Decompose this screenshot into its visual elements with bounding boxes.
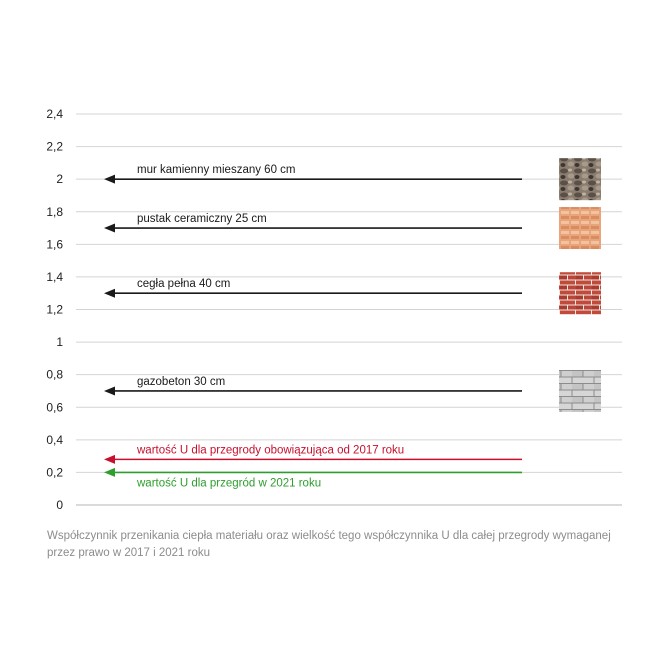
y-tick-label: 0,2 [46,465,63,480]
series-arrow [104,468,522,490]
series-label: wartość U dla przegrody obowiązująca od 2017 roku [137,444,405,457]
ceramic-texture-image [559,207,601,249]
y-tick-label: 0,4 [46,432,63,447]
series-label: wartość U dla przegród w 2021 roku [137,477,322,490]
chart-caption: Współczynnik przenikania ciepła materiału oraz wielkość tego współczynnika U dla całej przegrody wymaganej przez prawo w 2017 i 2021 roku [47,530,611,559]
series-label: mur kamienny mieszany 60 cm [137,164,296,177]
arrow-head [104,468,115,477]
y-tick-labels [46,107,63,512]
arrow-head [104,175,115,184]
series-lines [104,164,522,489]
arrow-head [104,224,115,233]
series-arrow [104,278,522,298]
series-arrow [104,213,522,233]
y-tick-label: 1,2 [46,302,63,317]
series-arrow [104,164,522,184]
arrow-head [104,386,115,395]
y-tick-label: 0 [56,498,63,512]
y-tick-label: 1,6 [46,237,63,252]
series-arrow [104,376,522,396]
y-tick-label: 1,4 [46,269,63,284]
arrow-head [104,455,115,464]
series-arrow [104,444,522,464]
arrow-head [104,289,115,298]
stone-texture-image [559,158,601,200]
y-tick-label: 1 [56,335,63,350]
series-label: pustak ceramiczny 25 cm [137,213,267,226]
y-tick-label: 0,6 [46,400,63,415]
brick-texture-image [559,272,601,314]
y-tick-label: 2 [56,172,63,187]
y-tick-label: 2,2 [46,139,63,154]
y-tick-label: 2,4 [46,107,63,121]
aerated-texture-image [559,370,601,412]
series-label: cegła pełna 40 cm [137,278,231,291]
y-tick-label: 1,8 [46,204,63,219]
material-images [559,158,601,412]
y-tick-label: 0,8 [46,367,63,382]
series-label: gazobeton 30 cm [137,375,226,388]
